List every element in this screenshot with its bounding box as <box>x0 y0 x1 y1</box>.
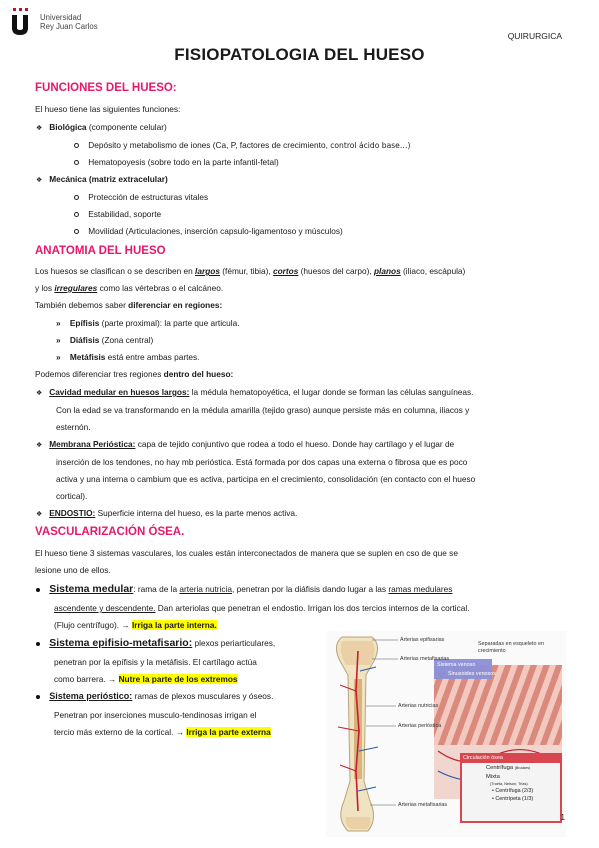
list-item-sistema-periostico <box>36 691 273 701</box>
term-membrana: Membrana Perióstica: <box>49 439 136 449</box>
page-title: FISIOPATOLOGIA DEL HUESO <box>174 45 425 64</box>
sublist-item-hematopoyesis <box>74 157 279 167</box>
cavidad-line-2: Con la edad se va transformando en la médula amarilla (tejido graso) aunque persiste más en columna, iliacos y <box>56 405 470 415</box>
epifisario-line-3 <box>54 674 238 684</box>
anatomia-line-3 <box>35 300 222 310</box>
bullet-dot-icon: • <box>492 788 496 794</box>
list-item-endostio <box>36 508 297 520</box>
label-centrifuga <box>486 765 530 771</box>
text-run: (parte proximal): la parte que articula. <box>99 318 240 328</box>
list-item-sistema-medular <box>36 584 452 594</box>
text-run: la médula hematopoyética, el lugar donde se forman las células sanguíneas. <box>189 387 474 397</box>
label-separadas-1: Separadas en esqueleto en <box>478 641 544 647</box>
highlight-irriga-externa: Irriga la parte externa <box>186 727 271 737</box>
bone-vascularization-figure <box>326 631 566 837</box>
text-run: como las vértebras o el calcáneo. <box>97 283 224 293</box>
university-line1: Universidad <box>40 13 82 22</box>
text-run: (iliaco, escápula) <box>400 266 466 276</box>
label-arterias-metafisarias-bottom: Arterias metafisarias <box>398 802 448 808</box>
list-item-biologica <box>36 122 167 134</box>
term-diafisis: Diáfisis <box>69 335 100 345</box>
label-authors: (Trueta, Nelson, Trias) <box>490 782 528 786</box>
text-run: : rama de la <box>133 584 180 594</box>
label-centrifuga-frac-text: Centrífuga (2/3) <box>495 788 534 794</box>
biologica-desc: (componente celular) <box>86 122 167 132</box>
label-arterias-periosticas: Arterias perióstica <box>398 723 442 729</box>
page-number: 1 <box>560 813 565 822</box>
medular-line-2 <box>54 603 470 613</box>
term-arteria-nutricia: arteria nutricia <box>179 584 232 594</box>
text-run: También debemos saber <box>35 300 129 310</box>
deposito-text-b: control ácido base…) <box>330 141 411 150</box>
membrana-line-4: cortical). <box>56 491 88 501</box>
anatomia-line-2 <box>35 283 223 293</box>
text-run: capa de tejido conjuntivo que rodea a todo el hueso. Donde hay cartílago y el lugar de <box>135 439 455 449</box>
term-cortos: cortos <box>272 266 299 276</box>
arrow-bullet-icon: » <box>56 318 61 328</box>
text-run: Podemos diferenciar tres regiones <box>35 369 164 379</box>
diamond-bullet-icon: ❖ <box>36 511 43 518</box>
circle-bullet-icon <box>74 229 79 234</box>
list-item-membrana <box>36 439 454 451</box>
periostico-line-3 <box>54 727 271 737</box>
university-name <box>40 13 98 31</box>
term-planos: planos <box>373 266 401 276</box>
term-sistema-medular: Sistema medular <box>49 583 134 595</box>
text-run: Superficie interna del hueso, es la parte menos activa. <box>95 508 298 518</box>
term-irregulares: irregulares <box>54 283 98 293</box>
university-logo <box>10 8 30 36</box>
movilidad-text: Movilidad (Articulaciones, inserción capsulo-ligamentoso y músculos) <box>88 226 343 236</box>
text-run: como barrera. → <box>54 674 119 684</box>
label-brookes: (Brookes) <box>514 766 531 770</box>
label-centrifuga-text: Centrífuga <box>486 765 514 771</box>
arrow-bullet-icon: » <box>56 352 61 362</box>
label-sistema-venoso: Sistema venoso <box>437 662 476 668</box>
text-run: Dan arteriolas que penetran el endostio. Irrigan los dos tercios internos de la cortical. <box>155 603 470 613</box>
medular-line-3 <box>54 620 217 630</box>
term-metafisis: Metáfisis <box>69 352 106 362</box>
text-run-bold: diferenciar en regiones: <box>128 300 223 310</box>
label-separadas-2: crecimiento <box>478 647 506 654</box>
section-heading-funciones: FUNCIONES DEL HUESO: <box>35 82 177 94</box>
circle-bullet-icon <box>74 195 79 200</box>
text-run: plexos periarticulares, <box>192 638 276 648</box>
university-line2: Rey Juan Carlos <box>40 22 98 31</box>
label-sinusoides: Sinusoides venosos <box>448 671 496 677</box>
anatomia-line-4 <box>35 369 233 379</box>
text-run: está entre ambas partes. <box>105 352 200 362</box>
label-mixta: Mixta <box>486 774 500 780</box>
cavidad-line-3: esternón. <box>56 422 91 432</box>
text-run: ramas de plexos musculares y óseos. <box>132 691 274 701</box>
section-heading-vascularizacion: VASCULARIZACIÓN ÓSEA. <box>35 526 185 538</box>
proteccion-text: Protección de estructuras vitales <box>88 192 209 202</box>
term-sistema-epifisario: Sistema epifisio-metafisario: <box>49 637 193 649</box>
text-run: y los <box>35 283 55 293</box>
bullet-dot-icon <box>36 642 40 646</box>
bullet-dot-icon: • <box>492 796 496 802</box>
hematopoyesis-text: Hematopoyesis (sobre todo en la parte infantil-fetal) <box>88 157 279 167</box>
sublist-item-movilidad <box>74 226 343 236</box>
sublist-item-proteccion <box>74 192 208 202</box>
funciones-intro: El hueso tiene las siguientes funciones: <box>35 104 181 114</box>
text-run-bold: dentro del hueso: <box>163 369 234 379</box>
term-sistema-periostico: Sistema perióstico: <box>49 691 133 701</box>
course-name: QUIRURGICA <box>507 31 562 41</box>
periostico-line-2: Penetran por inserciones musculo-tendinosas irrigan el <box>54 710 257 720</box>
diamond-bullet-icon: ❖ <box>36 442 43 449</box>
term-cavidad: Cavidad medular en huesos largos: <box>49 387 190 397</box>
label-centripeta-fraccion <box>492 796 533 802</box>
text-run: tercio más externo de la cortical. → <box>54 727 187 737</box>
term-largos: largos <box>195 266 220 276</box>
label-separadas <box>478 641 544 654</box>
diamond-bullet-icon: ❖ <box>36 125 43 132</box>
term-ascendente: ascendente y descendente. <box>54 603 156 613</box>
membrana-line-3: activa y una interna o cambium que es activa, participa en el crecimiento, consolidación (en contacto con el hueso <box>56 474 476 484</box>
label-arterias-nutricias: Arterias nutricias <box>398 703 439 709</box>
term-endostio: ENDOSTIO: <box>49 508 96 518</box>
circle-bullet-icon <box>74 212 79 217</box>
label-arterias-metafisarias-top: Arterias metafisarias <box>400 656 450 662</box>
estabilidad-text: Estabilidad, soporte <box>88 209 162 219</box>
bullet-dot-icon <box>36 588 40 592</box>
label-arterias-epifisarias: Arterias epifisarias <box>400 637 445 643</box>
list-item-sistema-epifisario <box>36 638 275 648</box>
text-run: , penetran por la diáfisis dando lugar a las <box>231 584 389 594</box>
membrana-line-2: inserción de los tendones, no hay mb perióstica. Está formada por dos capas una externa o fibrosa que es poco <box>56 457 468 467</box>
diamond-bullet-icon: ❖ <box>36 177 43 184</box>
highlight-irriga-interna: Irriga la parte interna. <box>131 620 217 630</box>
anatomia-line-1 <box>35 266 465 276</box>
section-heading-anatomia: ANATOMIA DEL HUESO <box>35 245 166 257</box>
circle-bullet-icon <box>74 143 79 148</box>
sublist-item-deposito <box>74 140 410 151</box>
text-run: (fémur, tibia), <box>219 266 273 276</box>
list-item-metafisis <box>56 352 199 362</box>
deposito-text: Depósito y metabolismo de iones (Ca, P, factores de crecimiento, <box>88 140 331 150</box>
diamond-bullet-icon: ❖ <box>36 390 43 397</box>
label-circulacion-osea: Circulación ósea <box>463 755 503 761</box>
bullet-dot-icon <box>36 695 40 699</box>
mecanica-label: Mecánica (matriz extracelular) <box>49 174 168 184</box>
sublist-item-estabilidad <box>74 209 161 219</box>
term-ramas-medulares: ramas medulares <box>388 584 453 594</box>
text-run: (huesos del carpo), <box>298 266 374 276</box>
epifisario-line-2: penetran por la epífisis y la metáfisis. El cartílago actúa <box>54 657 257 667</box>
highlight-nutre-extremos: Nutre la parte de los extremos <box>118 674 238 684</box>
text-run: (Zona central) <box>99 335 154 345</box>
list-item-mecanica <box>36 174 168 186</box>
circle-bullet-icon <box>74 160 79 165</box>
term-epifisis: Epífisis <box>69 318 100 328</box>
list-item-cavidad <box>36 387 474 399</box>
biologica-label: Biológica <box>49 122 87 132</box>
vasc-intro-1: El hueso tiene 3 sistemas vasculares, los cuales están interconectados de manera que se suplen en cso de que se <box>35 548 458 558</box>
list-item-diafisis <box>56 335 153 345</box>
text-run: (Flujo centrífugo). → <box>54 620 132 630</box>
arrow-bullet-icon: » <box>56 335 61 345</box>
label-centrifuga-fraccion <box>492 788 533 794</box>
list-item-epifisis <box>56 318 240 328</box>
label-centripeta-frac-text: Centrípeta (1/3) <box>495 796 534 802</box>
vasc-intro-2: lesione uno de ellos. <box>35 565 111 575</box>
text-run: Los huesos se clasifican o se describen en <box>35 266 196 276</box>
